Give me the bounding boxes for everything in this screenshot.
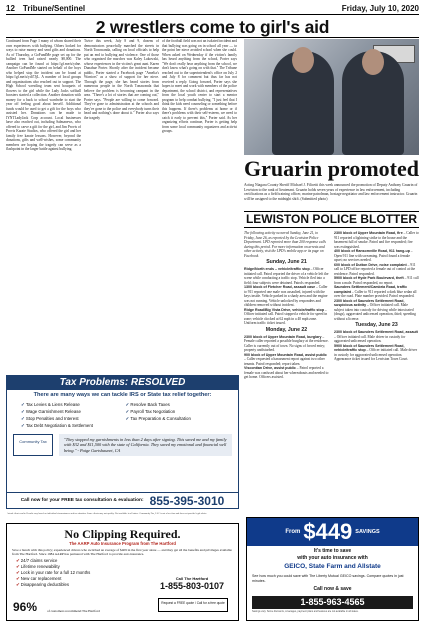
blotter-date: Sunday, June 21 bbox=[266, 259, 307, 265]
blotter-entry bbox=[334, 330, 419, 344]
savings-call-label: Call now & save bbox=[313, 586, 352, 593]
savings-line-2: with your auto insurance with bbox=[297, 555, 368, 561]
entry-head: 600 block of Dutton Drive, noise complaint bbox=[334, 262, 407, 267]
savings-phone-number[interactable]: 1-855-963-4565 bbox=[252, 596, 413, 609]
blotter-intro: The following activity occurred Sunday, June 21, to Friday, June 26, as reported by the Lewiston Police Department. LPD reported more than 200 response calls during this period. For more information on arrests and other activity, visit the LPD's mobile app or its page on Facebook. bbox=[244, 231, 326, 258]
aarp-percent-label: of customers recommend The Hartford bbox=[47, 609, 100, 613]
aarp-ad-subtitle: The AARP Auto Insurance Program from The Hartford bbox=[69, 541, 176, 546]
blotter-entry bbox=[244, 267, 329, 285]
entry-text: – Officer initiated call. Male driver in custody for aggravated unlicensed operation. bbox=[334, 334, 406, 343]
entry-head: 5900 block of Saunders Settlement Road, vehicle/traffic stop bbox=[334, 343, 405, 352]
aarp-ad-title: No Clipping Required. bbox=[64, 527, 181, 541]
blotter-entry bbox=[334, 299, 419, 322]
newspaper-page bbox=[6, 3, 419, 621]
entry-head: Ridge Road/Big Vista Drive, vehicle/traffic stop bbox=[244, 307, 325, 312]
tax-service-item: ✓ Stop Penalties and Interest bbox=[21, 416, 120, 422]
deputy-photo bbox=[244, 39, 419, 155]
headline: 2 wrestlers come to girl's aid bbox=[6, 17, 419, 38]
tax-service-item: ✓ Tax Preparation & Consultation bbox=[126, 416, 225, 422]
tax-ad-subtitle: There are many ways we can tackle IRS or State tax relief together: bbox=[33, 392, 212, 398]
blotter-column-1 bbox=[244, 231, 329, 380]
entry-text: – Caller to 911 reported a lightning strike to the house and the basement full of smoke. Patrol and fire responded; fire was extinguished. bbox=[334, 231, 419, 249]
blotter-entry bbox=[334, 249, 419, 263]
aarp-phone-block[interactable] bbox=[154, 576, 230, 591]
photo-caption: Acting Niagara County Sheriff Michael J. Filicetti this week announced the promotion of Deputy Anthony Gruarin of Lewiston to the rank of lieutenant. Gruarin holds seven years of experience in law enforcement, including certifications as a field training officer, marine patrolman, hostage negotiator and law enforcement instructor. Gruarin will be assigned to the midnight shift. (Submitted photo) bbox=[244, 183, 418, 201]
entry-head: 2300 block of Upper Mountain Road, burglary bbox=[244, 334, 322, 339]
entry-head: 2300 block of Saunders Settlement Road, assault bbox=[334, 330, 418, 334]
savings-fine-print: Savings vary. Some discounts, coverages, payment plans and features are not available in all states. bbox=[252, 610, 359, 614]
tax-services-list bbox=[7, 399, 238, 432]
entry-text: – Officer initiated call. Patrol reported the driver of a vehicle left the scene while conducting a traffic stop. Vehicle fled into a field; four subjects were detained. Patrols responded. bbox=[244, 267, 329, 285]
paper-name: Tribune/Sentinel bbox=[22, 4, 86, 13]
tax-ad-phone-bar[interactable] bbox=[7, 492, 238, 508]
entry-head: 900 block of Upper Mountain Road, assist public bbox=[244, 352, 327, 357]
savings-ad[interactable] bbox=[246, 517, 419, 621]
tax-ad-fine-print: Actual client results. Results vary based on individual circumstances and tax situation. Some clients may not qualify. Not available in all states. Community Tax, LLC is not a law firm and does not provide legal advice. bbox=[7, 513, 208, 515]
community-tax-logo: Community Tax bbox=[13, 434, 53, 456]
entry-text: – 911 call from a male. Patrol responded, no report. bbox=[334, 276, 419, 285]
savings-banner bbox=[247, 518, 418, 546]
tax-ad-testimonial-row bbox=[7, 432, 238, 458]
tax-ad-cta: Call now for your FREE tax consultation & evaluation: bbox=[20, 498, 144, 503]
entry-text: – Patrol reported a female was confused about her whereabouts and needed to get home. Officers assisted. bbox=[244, 366, 329, 379]
blotter-column-2 bbox=[334, 231, 419, 362]
blotter-entry bbox=[244, 366, 329, 380]
blotter-entry bbox=[334, 276, 419, 285]
entry-text: – 911 call to LPD office reported a female out of control at the residence. Patrol responded. bbox=[334, 262, 416, 276]
entry-head: 2300 block of Upper Mountain Road, fire bbox=[334, 231, 403, 235]
savings-body bbox=[247, 546, 418, 615]
savings-line-1: It's time to save bbox=[313, 548, 352, 554]
aarp-percent: 96% bbox=[13, 600, 38, 614]
blotter-date: Monday, June 22 bbox=[265, 326, 308, 333]
person-left-head bbox=[292, 47, 314, 73]
entry-text: – Officer initiated call. Patrol stopped a vehicle for speed in zone; vehicle clocked at 62 mph in a 40 mph zone. Uniform traffic ticket issued. bbox=[244, 307, 328, 325]
tax-ad-title: Tax Problems: RESOLVED bbox=[7, 376, 238, 390]
tax-ad-phone-number[interactable]: 855-395-3010 bbox=[149, 493, 225, 508]
entry-head: Viscontian Drive, assist public bbox=[244, 366, 296, 370]
issue-date: Friday, July 10, 2020 bbox=[341, 4, 419, 13]
entry-text: – Caller to 911 reported one male was assaulted, injured with the keys inside. Vehicle parked in a shady area and the engine was not running. Vehicle unlocked by responders and children removed without incident. bbox=[244, 285, 328, 307]
benefit-item: ✔ 24/7 claims service bbox=[16, 558, 233, 564]
person-right-head bbox=[362, 49, 384, 75]
article-column-1: Continued from Page 1 many of whom shared their own experiences with bullying. Others looked for ways to raise money and send gifts and donations. As of Thursday, a GoFundMe page set up for the bullied teen had raised nearly $8,000. The campaign can be found at https://gf.me/u/ydne. Another GoFundMe started on behalf of the boys who helped stop the incident can be found at https://gf.me/u/ydi7JjL. A number of local groups and organizations also reached out in support. The High School wrestling team sent bouquets of flowers to the girl while the Lady Jacks softball boosters started a collection. Another donation with money for a back to school wardrobe to start the year off feeling good about herself. Additional funds would be used to get a gift for the boys who assisted her. Donations can be made to IYNTLadyJack Corp account. Local businesses have also reached out, including Salmanews, who offered to carve a gift for the girl, and Jim Provis of Provis Karate Studios, who offered the girl and her family free karate lessons. However, beyond the donations, gifts and well-wishes, some community members are hoping the tragedy can serve as a flashpoint in the larger battle against bullying. bbox=[6, 39, 81, 151]
benefit-item: ✔ New car replacement bbox=[16, 576, 233, 582]
tax-relief-ad[interactable] bbox=[6, 375, 239, 515]
entry-text: – Officer initiated call. Male subject taken into custody for driving while intoxicated (drugs), aggravated unlicensed operation, third; speeding without a license. bbox=[334, 303, 416, 321]
tax-service-item: ✓ Tax Levies & Liens Release bbox=[21, 402, 120, 408]
page-number: 12 bbox=[6, 4, 15, 13]
tax-service-item: ✓ Resolve Back Taxes bbox=[126, 402, 225, 408]
blotter-entry bbox=[244, 285, 329, 308]
blotter-entry bbox=[334, 344, 419, 362]
aarp-insurance-ad[interactable] bbox=[6, 523, 239, 621]
entry-head: Saunders Settlement/Cambria Road, traffic complaint bbox=[334, 285, 408, 294]
entry-head: Ridge/North ends – vehicle/traffic stop bbox=[244, 267, 310, 271]
entry-text: – Caller to 911 reported a dark blue sedan all over the road. Plate number provided. Patrol responded. bbox=[334, 289, 417, 298]
blotter-title: LEWISTON POLICE BLOTTER bbox=[245, 212, 418, 226]
savings-text: See how much you could save with The Liberty Mutual GEICO savings. Compare quotes in just minutes. bbox=[252, 574, 404, 583]
blotter-entry bbox=[244, 308, 329, 326]
benefit-item: ✔ Lifetime renewability bbox=[16, 564, 233, 570]
tax-service-item: ✓ Wage Garnishment Release bbox=[21, 409, 120, 415]
blotter-entry bbox=[334, 231, 419, 249]
savings-unit: SAVINGS bbox=[355, 529, 380, 535]
blotter-date: Tuesday, June 23 bbox=[355, 322, 398, 328]
entry-text: – Officer initiated call. Male driver in custody for aggravated unlicensed operation. Appearance ticket issued for Lewiston Town Court. bbox=[334, 348, 418, 361]
entry-head: 400 block of Ransomville Road, 911 hang-up bbox=[334, 249, 410, 253]
blotter-entry bbox=[244, 353, 329, 367]
entry-head: 2300 block of Saunders Settlement Road, suspicious activity bbox=[334, 298, 405, 307]
savings-from: From bbox=[285, 529, 301, 535]
aarp-call-label: Call The Hartford bbox=[175, 576, 209, 581]
benefit-item: ✔ Lock in your rate for a full 12 months bbox=[16, 570, 233, 576]
benefit-item: ✔ Disappearing deductibles bbox=[16, 582, 233, 588]
aarp-phone-number[interactable]: 1-855-803-0107 bbox=[159, 581, 225, 591]
savings-brands: GEICO, State Farm and Allstate bbox=[284, 563, 381, 570]
blotter-entry bbox=[244, 335, 329, 353]
blotter-entry bbox=[334, 263, 419, 277]
aarp-ad-body: Save a bunch with this policy; experienced drivers who switched an average of $409 in the first year alone — and they get all the benefits and privileges available from The Hartford. Since 1984 AARP has partnered with The Hartford to provide auto insurance. bbox=[12, 548, 232, 557]
tax-service-item: ✓ Payroll Tax Negotiation bbox=[126, 409, 225, 415]
savings-price: $449 bbox=[303, 519, 353, 544]
testimonial-quote: "They stopped my garnishments in less than 2 days after signing. This saved me and my family with $32 and $11,500 with the state of California. They saved my emotional and financial well being." - Paige Gartshaunet, CA bbox=[59, 434, 232, 456]
aarp-quote-button[interactable]: Request a FREE quote / Call for a free quote bbox=[158, 598, 228, 612]
masthead bbox=[6, 3, 419, 15]
article-column-2: Twice this week, July 8 and 9, dozens of demonstrators peacefully marched the streets in North Tonawanda, calling on local officials to help put an end to bullying and violence. One of those who organized the marches was Kaley Lukowski, whose experiences in the victim's great aunt. Karen Dunahue Porter. Shortly after the incident became public, Porter started a Facebook page "Amelia's Warriors" as a show of support for her niece. Through the page, she has heard stories from numerous people in the North Tonawanda that believe the problem is becoming rampant in the area. "There's a lot of stories that are coming out," Porter says. "People are willing to come forward. They've gone to administration at the schools and they've gone to the police and everybody turns their head and nothing's done about it." Porter also says the tragedy bbox=[84, 39, 159, 120]
entry-text: – Open 911 line with screaming. Patrol found a female upset; no services needed. bbox=[334, 249, 413, 262]
feature-title: Gruarin promoted bbox=[244, 156, 419, 181]
entry-head: 5900 block of Hyde Park Boulevard, theft bbox=[334, 276, 404, 280]
entry-head: 1300 block of Fletcher Road, assault case bbox=[244, 285, 316, 289]
blotter-entry bbox=[334, 285, 419, 299]
entry-text: – Female caller reported a possible burglary at the residence. Caller is currently out of town. No signs of forced entry; property undisturbed. bbox=[244, 334, 329, 352]
article-column-3: of the football field was not an isolated incident and that bullying was going on in school all year — to the point her niece avoided school when she could. When asked on Wednesday if the victim's family has heard anything from the school, Porter says "We don't really hear anything from the school, we don't know what's going on with that." The Tribune reached out to the superintendent's office on July 2 and July 8 for comment but thus far has not received a reply. Going forward, Porter says she hopes to meet and work with members of the police department, the school district, and representatives from the local youth center to start a mentor program to help combat bullying. "I just feel that I think the kids need counseling or something before this happens. If there's problems at home or if there's problems with their self-esteem, we need to catch it early to prevent this," Porter said. As her organizing efforts continue, Porter is getting help from some local community organizers and activist groups. bbox=[162, 39, 237, 133]
entry-text: – Caller requested a harassment report against two other tenants. Patrol responded; report taken. bbox=[244, 357, 325, 366]
tax-service-item: ✓ Tax Debt Negotiation & Settlement bbox=[21, 423, 120, 429]
